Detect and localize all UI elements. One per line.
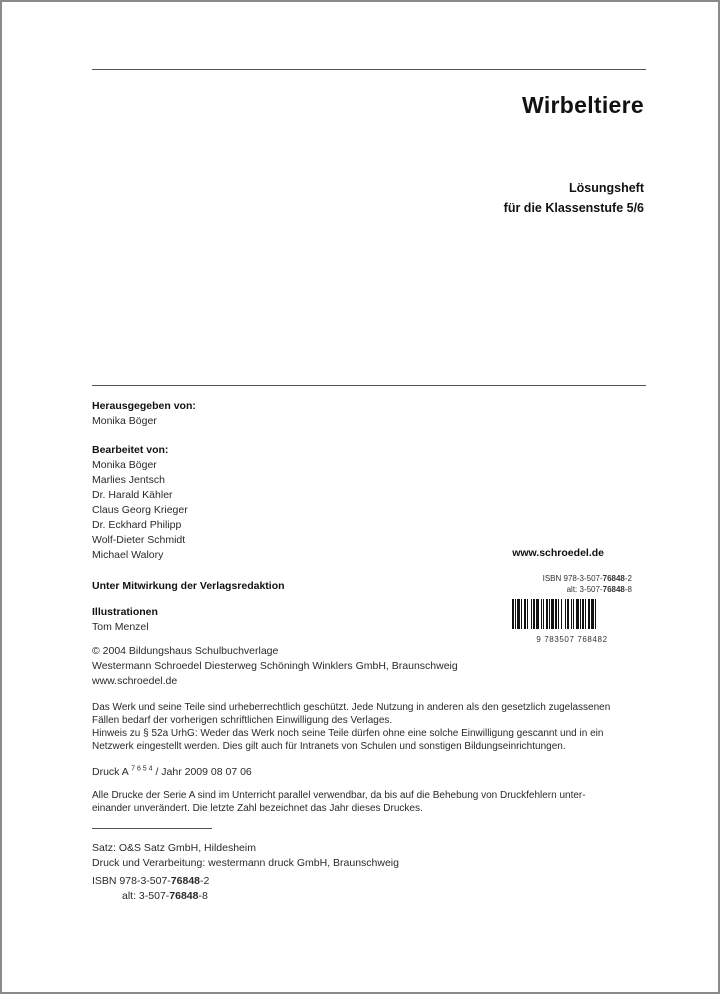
illustrations-label: Illustrationen — [92, 606, 158, 618]
isbn-bottom-line1 — [92, 874, 209, 889]
isbn-suffix: -8 — [198, 890, 208, 902]
subtitle-line: für die Klassenstufe 5/6 — [503, 201, 644, 215]
isbn-suffix: -8 — [624, 585, 632, 594]
series-line: Alle Drucke der Serie A sind im Unterricht parallel verwendbar, da bis auf die Behebung von Druckfehlern unter- — [92, 790, 586, 801]
barcode-bar — [561, 599, 562, 629]
barcode-bars — [510, 599, 634, 629]
rights-line: Hinweis zu § 52a UrhG: Weder das Werk noch seine Teile dürfen ohne eine solche Einwilligung gescannt und in ein — [92, 728, 604, 739]
barcode-bar — [585, 599, 586, 629]
production-line: Druck und Verarbeitung: westermann druck GmbH, Braunschweig — [92, 857, 399, 869]
barcode-bar — [595, 599, 596, 629]
barcode-bar — [527, 599, 528, 629]
isbn-suffix: -2 — [200, 875, 210, 887]
isbn-side-block — [500, 573, 632, 595]
middle-rule — [92, 385, 646, 386]
barcode-bar — [582, 599, 584, 629]
barcode-bar — [536, 599, 539, 629]
illustrations-section — [92, 605, 158, 635]
isbn-bottom-line2 — [92, 889, 209, 904]
series-line: einander unverändert. Die letzte Zahl bezeichnet das Jahr dieses Druckes. — [92, 803, 423, 814]
print-run-prefix: Druck A — [92, 766, 129, 778]
barcode-bar — [551, 599, 554, 629]
author-name: Marlies Jentsch — [92, 474, 165, 486]
isbn-side-line2 — [500, 584, 632, 595]
isbn-barcode — [510, 599, 634, 644]
barcode-bar — [555, 599, 557, 629]
rights-line: Netzwerk eingestellt werden. Dies gilt auch für Intranets von Schulen und sonstigen Bildungseinrichtungen. — [92, 741, 566, 752]
barcode-bar — [517, 599, 520, 629]
barcode-bar — [546, 599, 548, 629]
author-name: Michael Walory — [92, 549, 164, 561]
barcode-bar — [521, 599, 522, 629]
barcode-bar — [515, 599, 516, 629]
isbn-bold: 76848 — [602, 574, 625, 583]
author-name: Wolf-Dieter Schmidt — [92, 534, 186, 546]
rights-line: Das Werk und seine Teile sind urheberrechtlich geschützt. Jede Nutzung in anderen als den gesetzlich zugelassenen — [92, 702, 611, 713]
isbn-prefix: alt: 3-507- — [566, 585, 603, 594]
top-rule — [92, 69, 646, 70]
editor-name: Monika Böger — [92, 415, 157, 427]
isbn-prefix: ISBN 978-3-507- — [92, 875, 171, 887]
authors-label: Bearbeitet von: — [92, 444, 169, 456]
isbn-bold: 76848 — [602, 585, 625, 594]
copyright-line: Westermann Schroedel Diesterweg Schöningh Winklers GmbH, Braunschweig — [92, 660, 458, 672]
barcode-bar — [543, 599, 544, 629]
book-title: Wirbeltiere — [522, 92, 644, 118]
print-run — [92, 765, 252, 780]
barcode-bar — [549, 599, 550, 629]
isbn-prefix: alt: 3-507- — [122, 890, 170, 902]
barcode-digits: 9 783507 768482 — [536, 635, 608, 644]
print-run-years: / Jahr 2009 08 07 06 — [152, 766, 252, 778]
barcode-bar — [531, 599, 532, 629]
isbn-prefix: ISBN 978-3-507- — [542, 574, 603, 583]
rights-line: Fällen bedarf der vorherigen schriftlichen Einwilligung des Verlages. — [92, 715, 393, 726]
isbn-side-line1 — [500, 573, 632, 584]
author-name: Dr. Harald Kähler — [92, 489, 173, 501]
barcode-bar — [580, 599, 581, 629]
author-name: Claus Georg Krieger — [92, 504, 188, 516]
barcode-bar — [576, 599, 579, 629]
barcode-bar — [588, 599, 590, 629]
print-run-numbers: 7 6 5 4 — [131, 765, 153, 773]
barcode-bar — [565, 599, 566, 629]
copyright-line: www.schroedel.de — [92, 675, 178, 687]
author-name: Monika Böger — [92, 459, 157, 471]
isbn-bottom-block — [92, 874, 209, 904]
barcode-bar — [571, 599, 572, 629]
production-line: Satz: O&S Satz GmbH, Hildesheim — [92, 842, 256, 854]
barcode-bar — [533, 599, 535, 629]
isbn-suffix: -2 — [624, 574, 632, 583]
production-credits — [92, 841, 399, 871]
isbn-bold: 76848 — [170, 875, 200, 887]
barcode-bar — [541, 599, 542, 629]
barcode-bar — [567, 599, 569, 629]
publisher-website: www.schroedel.de — [512, 547, 604, 559]
isbn-bold: 76848 — [169, 890, 199, 902]
subtitle-line: Lösungsheft — [569, 181, 644, 195]
copyright-line: © 2004 Bildungshaus Schulbuchverlage — [92, 645, 279, 657]
barcode-bar — [524, 599, 526, 629]
copyright-section — [92, 644, 458, 689]
authors-section — [92, 443, 188, 563]
barcode-bar — [591, 599, 594, 629]
author-name: Dr. Eckhard Philipp — [92, 519, 182, 531]
illustrator-name: Tom Menzel — [92, 621, 149, 633]
book-subtitle — [504, 178, 644, 218]
editor-label: Herausgegeben von: — [92, 400, 196, 412]
editorial-credit: Unter Mitwirkung der Verlagsredaktion — [92, 580, 285, 592]
barcode-bar — [512, 599, 514, 629]
barcode-bar — [558, 599, 559, 629]
barcode-bar — [573, 599, 574, 629]
series-notice — [92, 789, 586, 815]
rights-notice — [92, 701, 610, 753]
editor-section — [92, 399, 196, 429]
short-rule — [92, 828, 212, 829]
